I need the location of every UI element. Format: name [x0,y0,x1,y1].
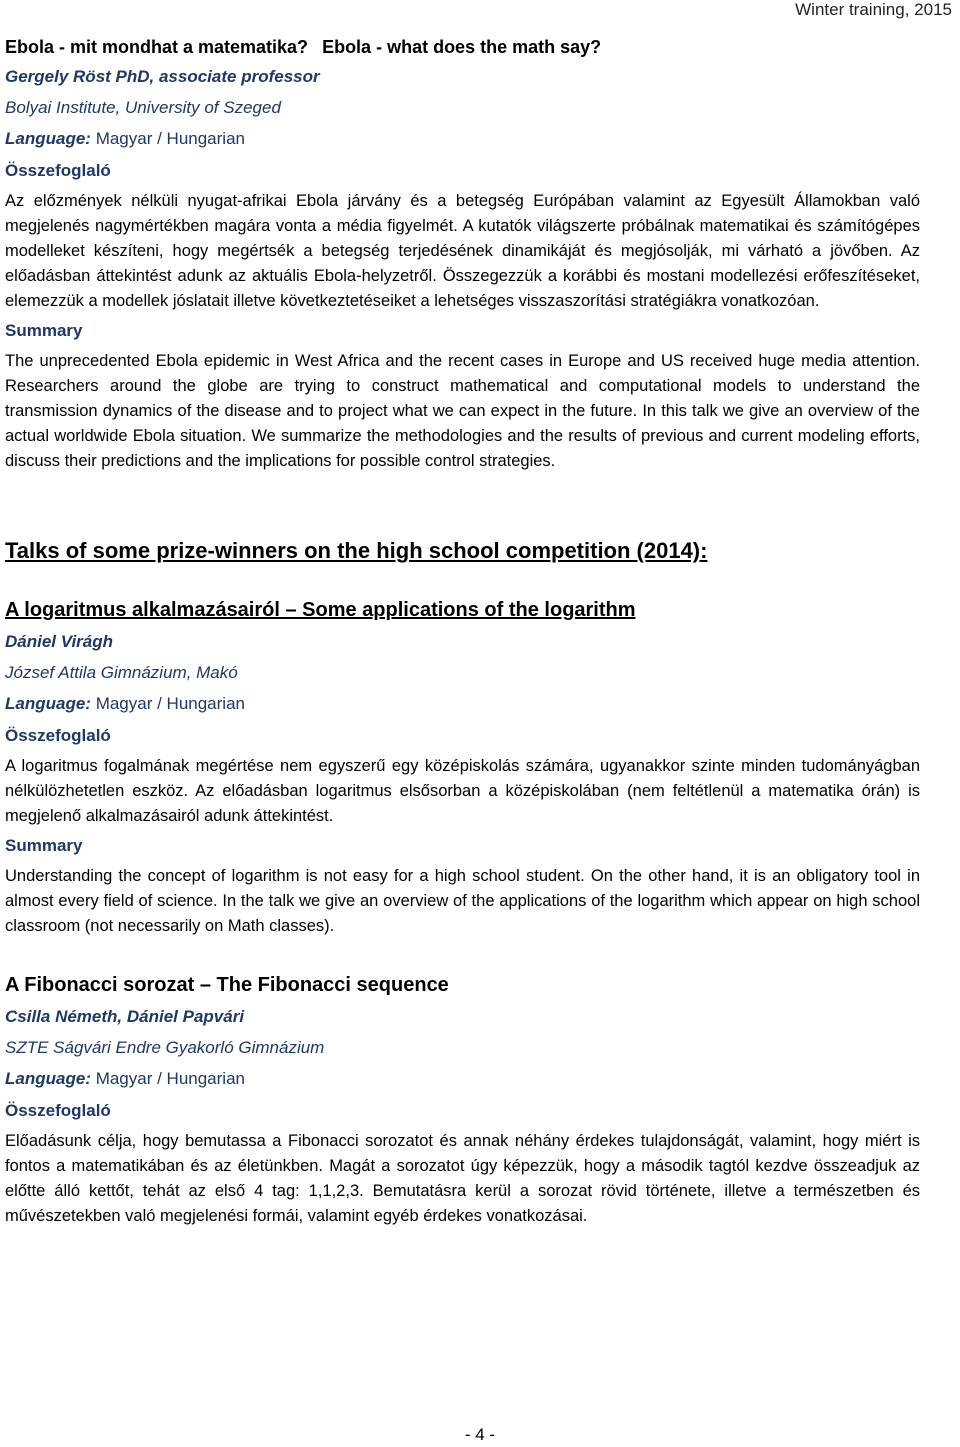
talk2-school: SZTE Ságvári Endre Gyakorló Gimnázium [5,1038,325,1057]
ebola-en-heading: Summary [5,321,83,340]
ebola-title [5,33,920,61]
talk1-hu-text: A logaritmus fogalmának megértése nem egyszerű egy középiskolás számára, ugyanakkor szinte minden tudományágban nélkülözhetetlen eszköz. Az előadásban logaritmus elsősorban a középiskolában (nem feltétlenül a matematika órán) is megjelenő alkalmazásairól adunk áttekintést. [5,757,920,825]
logarithm-talk [5,594,920,939]
talk1-school: József Attila Gimnázium, Makó [5,663,238,682]
ebola-talk [5,33,920,474]
ebola-title-hu: Ebola - mit mondhat a matematika? [5,37,309,57]
language-value: Magyar / Hungarian [95,129,245,148]
talk2-hu-text: Előadásunk célja, hogy bemutassa a Fibonacci sorozatot és annak néhány érdekes tulajdonságát, valamint, hogy miért is fontos a matematikában és az életünkben. Magát a sorozatot úgy képezzük, hogy a második tagtól kezdve összeadjuk az előtte álló kettőt, tehát az első 4 tag: 1,1,2,3. Bemutatásra kerül a sorozat rövid története, illetve a természetben és művészetekben való megjelenési formái, valamint egyéb érdekes vonatkozásai. [5,1132,920,1225]
language-label: Language: [5,129,91,148]
talk1-speaker: Dániel Virágh [5,632,114,651]
language-value: Magyar / Hungarian [95,694,245,713]
talks-heading: Talks of some prize-winners on the high school competition (2014): [5,538,708,563]
talk1-en-text: Understanding the concept of logarithm is not easy for a high school student. On the other hand, it is an obligatory tool in almost every field of science. In the talk we give an overview of the applications of the logarithm which appear on high school classroom (not necessarily on Math classes). [5,867,920,935]
ebola-title-en: Ebola - what does the math say? [322,37,602,57]
talk1-en-heading: Summary [5,836,83,855]
language-value: Magyar / Hungarian [95,1069,245,1088]
language-label: Language: [5,694,91,713]
talk1-language [5,688,920,719]
ebola-hu-text: Az előzmények nélküli nyugat-afrikai Ebola járvány és a betegség Európában valamint az Egyesült Államokban való megjelenés nagymértékben magára vonta a média figyelmét. A kutatók világszerte próbálnak matematikai és számítógépes modelleket készíteni, hogy megértsék a betegség terjedésének dinamikáját és megjósolják, mi várható a jövőben. Az előadásban áttekintést adunk az aktuális Ebola-helyzetről. Összegezzük a korábbi és mostani modellezési erőfeszítéseket, elemezzük a modellek jóslatait illetve következtetéseiket a lehetséges visszaszorítási stratégiákra vonatkozóan. [5,192,920,310]
page-content [5,33,920,1229]
talk2-title: A Fibonacci sorozat – The Fibonacci sequence [5,974,449,996]
ebola-affiliation: Bolyai Institute, University of Szeged [5,98,281,117]
talk2-hu-heading: Összefoglaló [5,1101,111,1120]
language-label: Language: [5,1069,91,1088]
talk2-speaker: Csilla Németh, Dániel Papvári [5,1007,245,1026]
ebola-en-text: The unprecedented Ebola epidemic in West Africa and the recent cases in Europe and US received huge media attention. Researchers around the globe are trying to construct mathematical and computational models to understand the transmission dynamics of the disease and to project what we can expect in the future. In this talk we give an overview of the actual worldwide Ebola situation. We summarize the methodologies and the results of previous and current modeling efforts, discuss their predictions and the implications for possible control strategies. [5,352,920,470]
ebola-speaker: Gergely Röst PhD, associate professor [5,67,320,86]
talk2-language [5,1063,920,1094]
header-title: Winter training, 2015 [795,0,952,19]
page-number: - 4 - [464,1425,496,1444]
ebola-hu-heading: Összefoglaló [5,161,111,180]
fibonacci-talk [5,969,920,1229]
talk1-hu-heading: Összefoglaló [5,726,111,745]
talk1-title: A logaritmus alkalmazásairól – Some applications of the logarithm [5,599,636,621]
ebola-language [5,123,920,154]
